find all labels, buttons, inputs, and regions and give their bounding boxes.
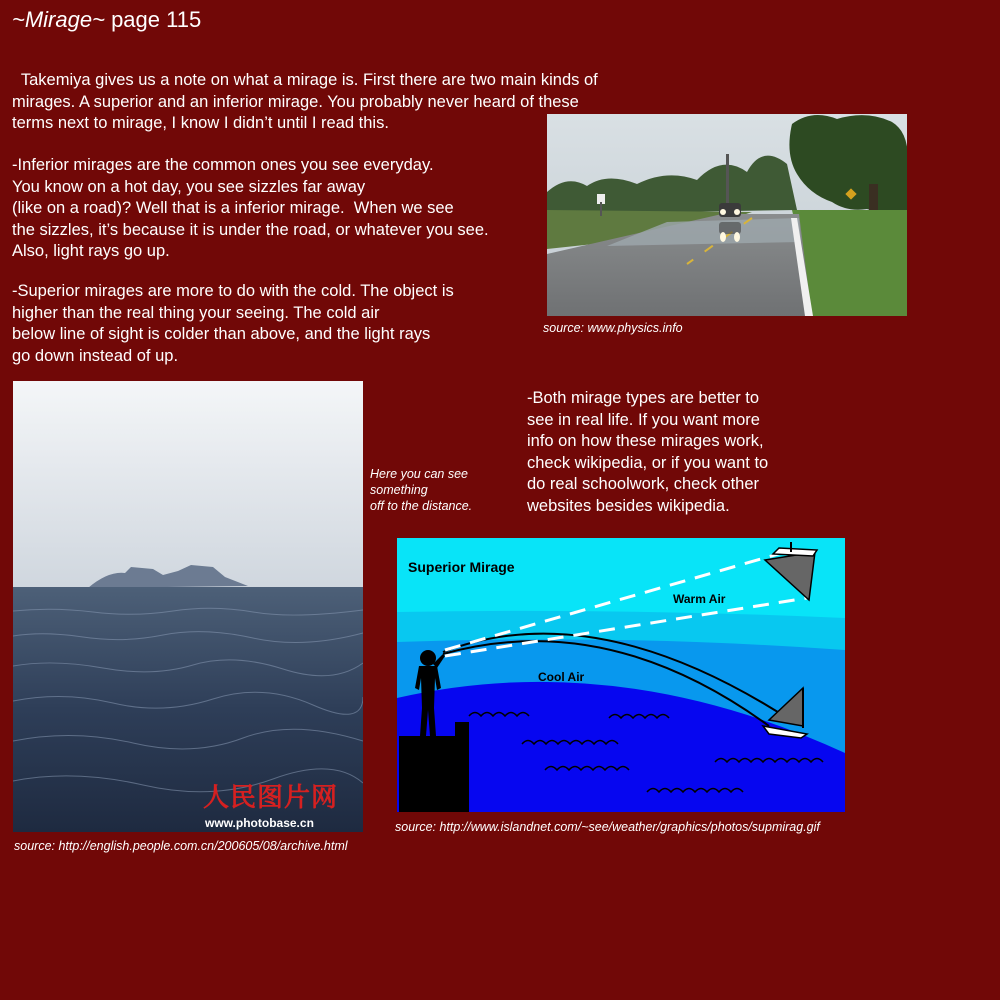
superior-line: go down instead of up. <box>12 346 179 365</box>
both-paragraph <box>527 388 768 517</box>
intro-line: mirages. A superior and an inferior mirage. You probably never heard of these <box>12 92 579 111</box>
sea-photo-source: source: http://english.people.com.cn/200605/08/archive.html <box>14 839 348 853</box>
watermark-logo: 人民图片网 <box>203 783 339 813</box>
superior-line: higher than the real thing your seeing. The cold air <box>12 303 380 322</box>
inferior-line: You know on a hot day, you see sizzles far away <box>12 177 366 196</box>
inferior-paragraph <box>12 155 489 263</box>
inferior-line: -Inferior mirages are the common ones you see everyday. <box>12 156 434 174</box>
cool-air-label: Cool Air <box>538 670 585 684</box>
sea-photo-caption <box>370 466 472 514</box>
intro-paragraph <box>12 70 598 135</box>
inferior-line: the sizzles, it’s because it is under the road, or whatever you see. <box>12 220 489 239</box>
superior-line: below line of sight is colder than above, and the light rays <box>12 325 431 343</box>
watermark-url: www.photobase.cn <box>205 816 314 830</box>
road-photo-source: source: www.physics.info <box>543 321 683 335</box>
both-line: see in real life. If you want more <box>527 410 760 429</box>
superior-mirage-diagram <box>397 538 845 812</box>
diagram-drawing <box>397 538 845 812</box>
both-line: check wikipedia, or if you want to <box>527 453 769 472</box>
road-photo-image <box>547 114 907 316</box>
diagram-title: Superior Mirage <box>408 559 515 575</box>
sea-photo-image <box>13 381 363 832</box>
title-rest: page 115 <box>104 7 202 32</box>
superior-line: -Superior mirages are more to do with the cold. The object is <box>12 282 454 300</box>
both-line: do real schoolwork, check other <box>527 475 760 493</box>
sea-photo <box>13 381 363 832</box>
inferior-line: (like on a road)? Well that is a inferior mirage. When we see <box>12 199 454 217</box>
title-italic: ~Mirage~ <box>12 7 105 32</box>
intro-line: Takemiya gives us a note on what a mirage is. First there are two main kinds of <box>12 71 598 89</box>
page-title <box>12 6 201 34</box>
diagram-source: source: http://www.islandnet.com/~see/weather/graphics/photos/supmirag.gif <box>395 820 820 834</box>
inferior-line: Also, light rays go up. <box>12 242 170 260</box>
warm-air-label: Warm Air <box>673 592 726 606</box>
both-line: -Both mirage types are better to <box>527 389 760 407</box>
intro-line: terms next to mirage, I know I didn’t until I read this. <box>12 114 389 132</box>
both-line: websites besides wikipedia. <box>527 496 730 515</box>
road-photo <box>547 114 907 316</box>
superior-paragraph <box>12 281 454 367</box>
both-line: info on how these mirages work, <box>527 432 764 450</box>
caption-line: off to the distance. <box>370 499 473 513</box>
caption-line: Here you can see <box>370 467 468 481</box>
caption-line: something <box>370 483 428 497</box>
